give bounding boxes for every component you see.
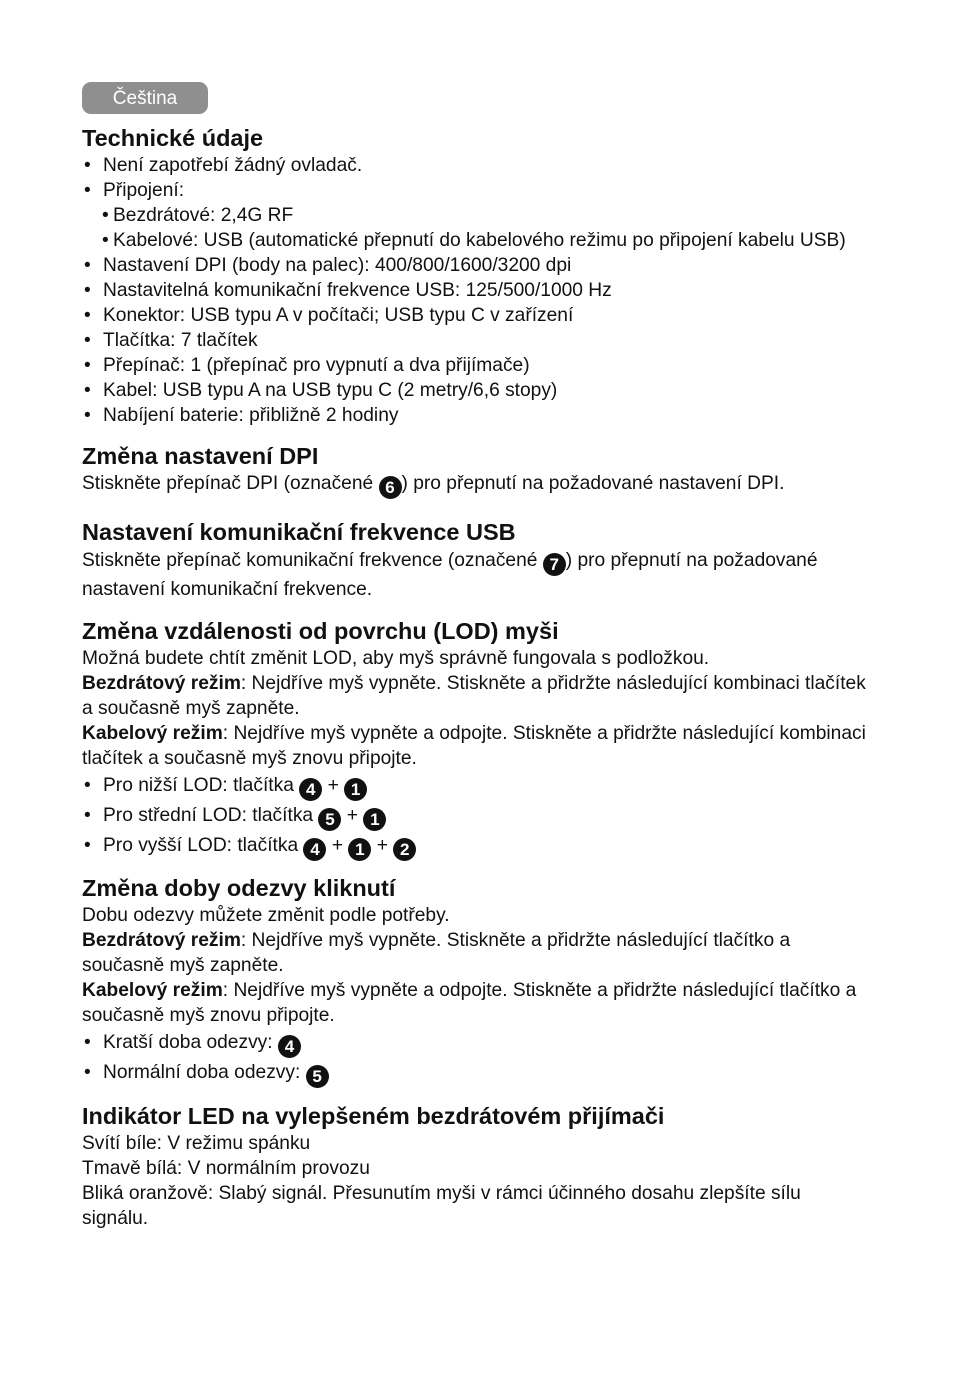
list-item: • Přepínač: 1 (přepínač pro vypnutí a dva přijímače) — [82, 353, 872, 378]
button-4-icon: 4 — [299, 778, 322, 801]
response-wireless-label: Bezdrátový režim — [82, 930, 241, 951]
button-4-icon: 4 — [278, 1035, 301, 1058]
sub-list-item: • Kabelové: USB (automatické přepnutí do kabelového režimu po připojení kabelu USB) — [82, 228, 872, 253]
button-5-icon: 5 — [306, 1065, 329, 1088]
response-wireless-text: : Nejdříve myš vypněte. Stiskněte a přidržte následující tlačítko a současně myš zapněte. — [82, 930, 791, 976]
response-short-item — [82, 1028, 872, 1058]
lod-mid-label: Pro střední LOD: tlačítka — [103, 805, 319, 826]
response-wired-label: Kabelový režim — [82, 980, 223, 1001]
lod-wireless-label: Bezdrátový režim — [82, 673, 241, 694]
lod-combo-list — [82, 771, 872, 861]
lod-wired-label: Kabelový režim — [82, 723, 223, 744]
response-list — [82, 1028, 872, 1088]
dpi-text — [82, 471, 872, 499]
led-section — [82, 1101, 872, 1231]
usb-frequency-text — [82, 547, 872, 603]
response-wireless — [82, 928, 872, 978]
manual-page — [82, 82, 872, 1231]
lod-wireless-text: : Nejdříve myš vypněte. Stiskněte a přidržte následující kombinaci tlačítek a současně myš zapněte. — [82, 673, 866, 719]
button-5-icon: 5 — [318, 808, 341, 831]
response-normal-item — [82, 1058, 872, 1088]
response-wired-text: : Nejdříve myš vypněte a odpojte. Stiskněte a přidržte následující tlačítko a současně myš znovu připojte. — [82, 980, 857, 1026]
technical-list — [82, 153, 872, 428]
usb-text-before: Stiskněte přepínač komunikační frekvence (označené — [82, 550, 543, 571]
button-1-icon: 1 — [363, 808, 386, 831]
list-item: • Tlačítka: 7 tlačítek — [82, 328, 872, 353]
dpi-section — [82, 441, 872, 499]
usb-text-after: ) pro přepnutí na požadované nastavení komunikační frekvence. — [82, 550, 818, 600]
plus-sign: + — [376, 835, 388, 856]
list-item: • Nastavitelná komunikační frekvence USB: 125/500/1000 Hz — [82, 278, 872, 303]
technical-heading: Technické údaje — [82, 125, 264, 151]
lod-section — [82, 616, 872, 861]
technical-section — [82, 123, 872, 428]
list-item: • Připojení: — [82, 178, 872, 203]
response-section — [82, 873, 872, 1088]
button-6-icon: 6 — [379, 476, 402, 499]
response-normal-label: Normální doba odezvy: — [103, 1062, 306, 1083]
lod-intro: Možná budete chtít změnit LOD, aby myš správně fungovala s podložkou. — [82, 648, 710, 669]
list-item: • Kabel: USB typu A na USB typu C (2 metry/6,6 stopy) — [82, 378, 872, 403]
usb-frequency-heading: Nastavení komunikační frekvence USB — [82, 519, 516, 545]
lod-wired — [82, 721, 872, 771]
list-item: • Konektor: USB typu A v počítači; USB typu C v zařízení — [82, 303, 872, 328]
button-1-icon: 1 — [344, 778, 367, 801]
plus-sign: + — [346, 805, 358, 826]
lod-mid-item — [82, 801, 872, 831]
lod-heading: Změna vzdálenosti od povrchu (LOD) myši — [82, 618, 559, 644]
list-item: • Nabíjení baterie: přibližně 2 hodiny — [82, 403, 872, 428]
dpi-text-after: ) pro přepnutí na požadované nastavení DPI. — [401, 473, 785, 494]
dpi-heading: Změna nastavení DPI — [82, 443, 319, 469]
led-line: Bliká oranžově: Slabý signál. Přesunutím myši v rámci účinného dosahu zlepšíte sílu signálu. — [82, 1183, 801, 1229]
lod-high-item — [82, 831, 872, 861]
response-wired — [82, 978, 872, 1028]
plus-sign: + — [327, 775, 339, 796]
plus-sign: + — [331, 835, 344, 856]
response-intro: Dobu odezvy můžete změnit podle potřeby. — [82, 905, 450, 926]
lod-wired-text: : Nejdříve myš vypněte a odpojte. Stiskněte a přidržte následující kombinaci tlačítek a současně myš znovu připojte. — [82, 723, 866, 769]
list-item: • Nastavení DPI (body na palec): 400/800/1600/3200 dpi — [82, 253, 872, 278]
response-heading: Změna doby odezvy kliknutí — [82, 875, 396, 901]
lod-low-item — [82, 771, 872, 801]
led-line: Tmavě bílá: V normálním provozu — [82, 1158, 370, 1179]
sub-list-item: • Bezdrátové: 2,4G RF — [82, 203, 872, 228]
response-short-label: Kratší doba odezvy: — [103, 1032, 278, 1053]
button-1-icon: 1 — [348, 838, 371, 861]
led-heading: Indikátor LED na vylepšeném bezdrátovém přijímači — [82, 1103, 665, 1129]
lod-low-label: Pro nižší LOD: tlačítka — [103, 775, 300, 796]
button-4-icon: 4 — [303, 838, 326, 861]
button-2-icon: 2 — [393, 838, 416, 861]
led-line: Svítí bíle: V režimu spánku — [82, 1133, 311, 1154]
language-tag: Čeština — [82, 82, 208, 114]
usb-frequency-section — [82, 517, 872, 603]
button-7-icon: 7 — [543, 553, 566, 576]
list-item: • Není zapotřebí žádný ovladač. — [82, 153, 872, 178]
lod-wireless — [82, 671, 872, 721]
lod-high-label: Pro vyšší LOD: tlačítka — [103, 835, 304, 856]
dpi-text-before: Stiskněte přepínač DPI (označené — [82, 473, 379, 494]
